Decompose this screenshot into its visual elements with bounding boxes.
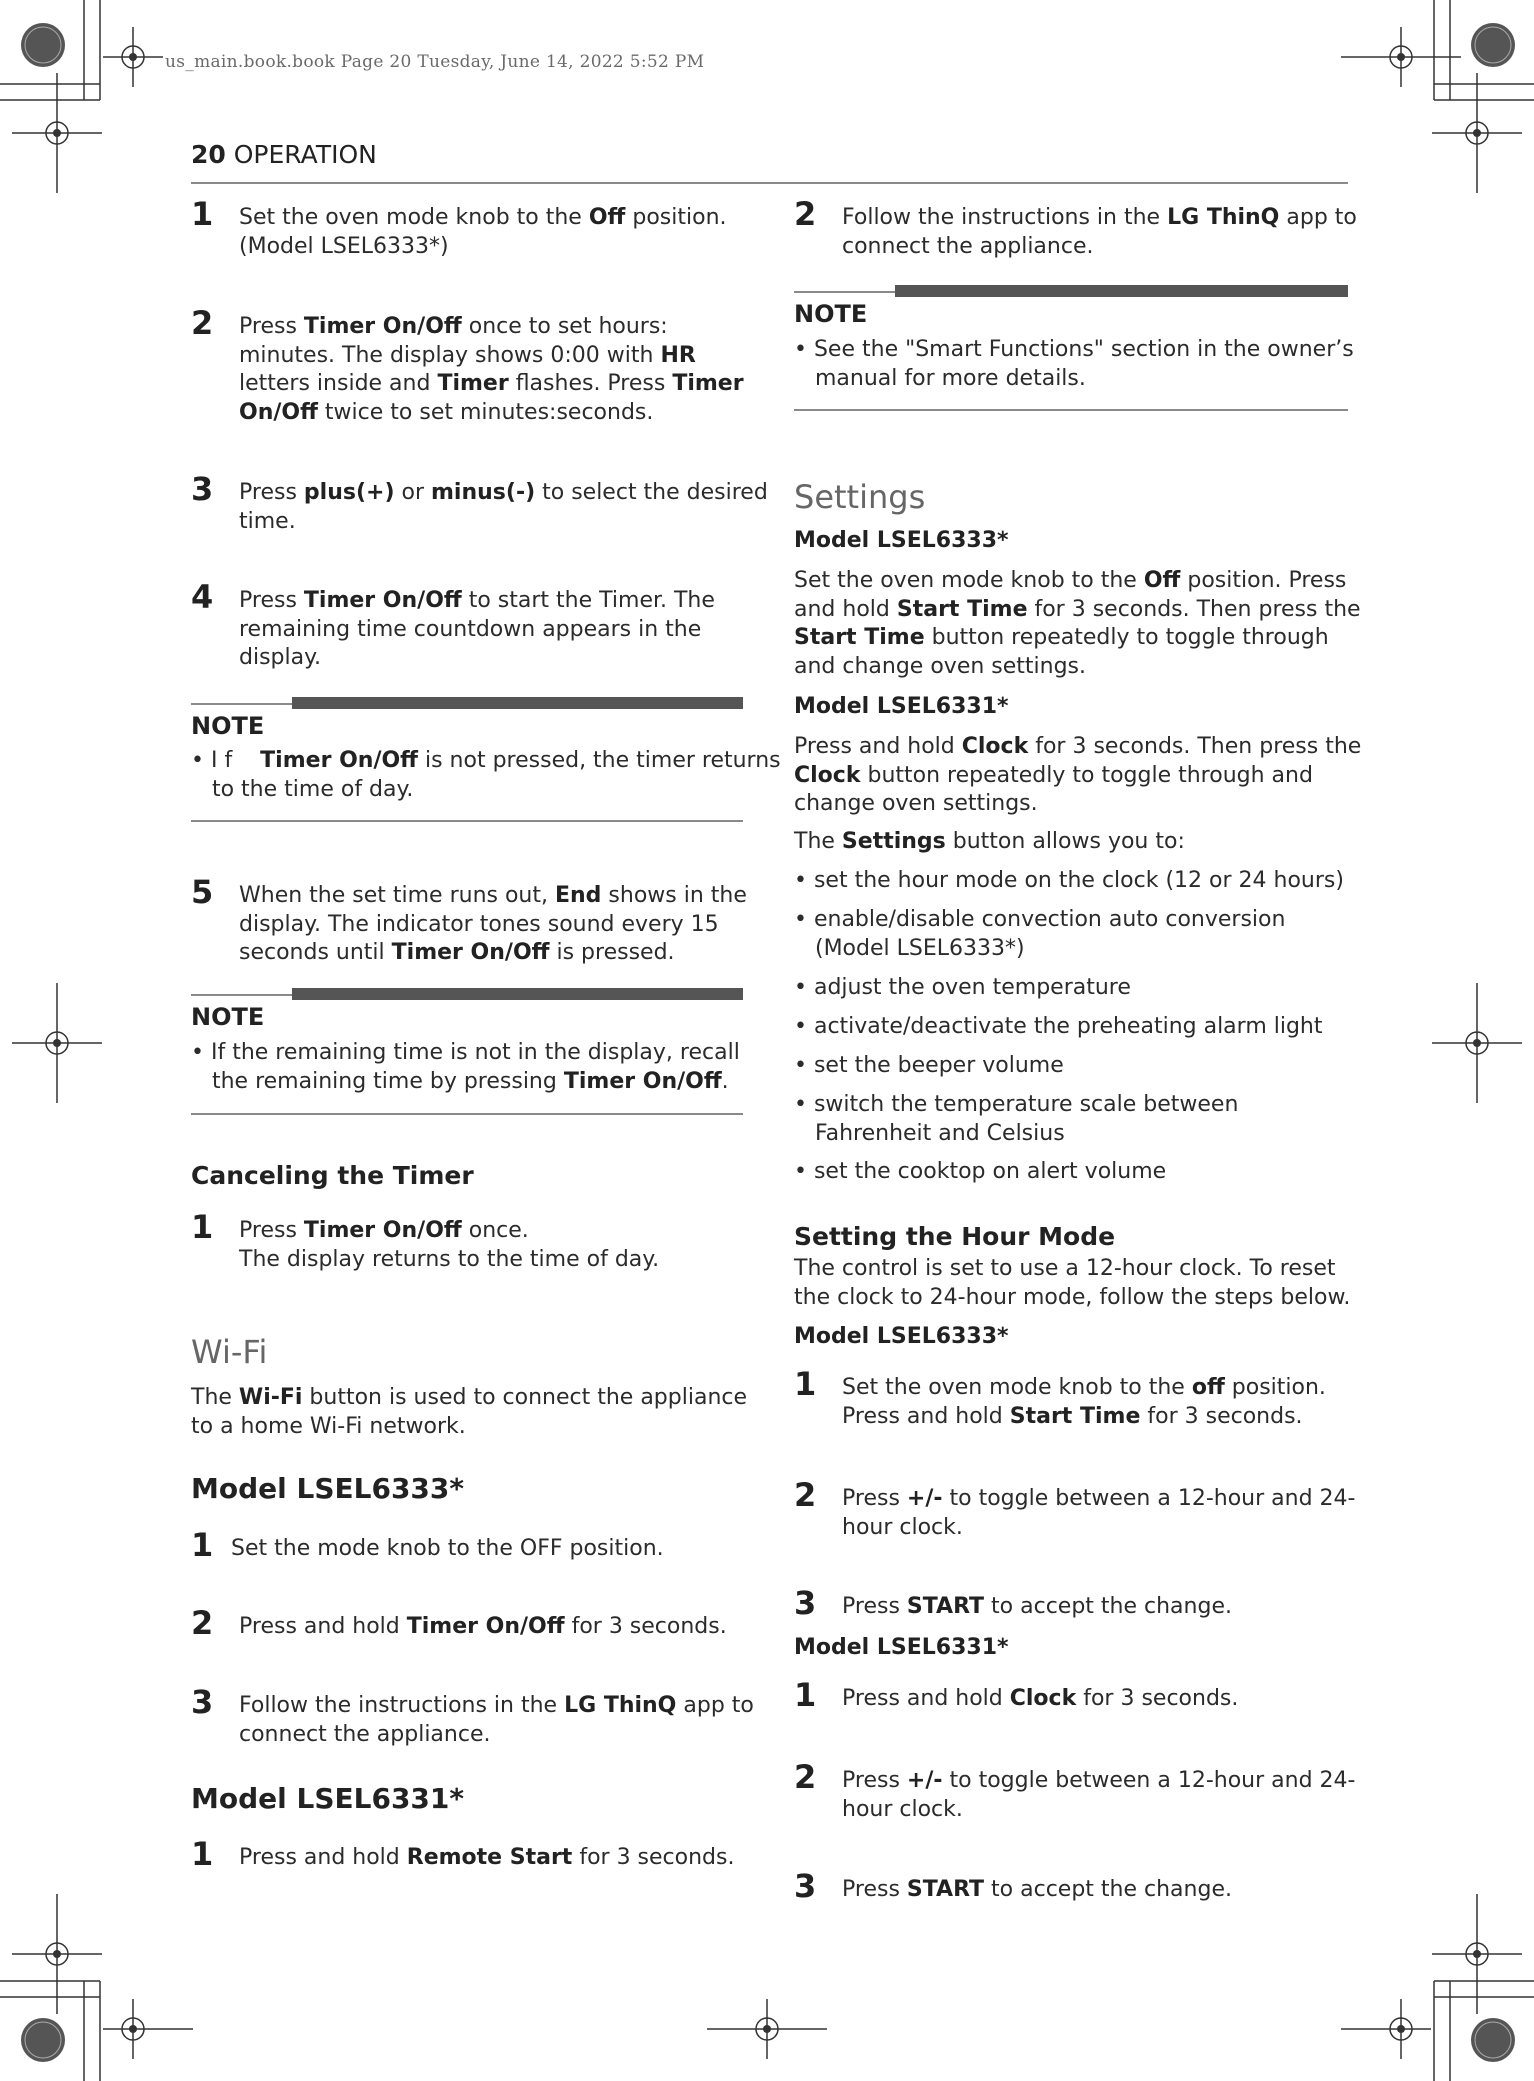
settings-bullet: • adjust the oven temperature (794, 975, 1131, 1000)
settings-heading: Settings (794, 478, 926, 516)
page-number: 20 (191, 140, 226, 169)
step-text: Follow the instructions in the LG ThinQ app to connect the appliance. (842, 205, 1357, 259)
wifi-intro: The Wi-Fi button is used to connect the appliance to a home Wi-Fi network. (191, 1385, 748, 1439)
settings-intro: The Settings button allows you to: (794, 829, 1185, 854)
step-text: Press Timer On/Off once to set hours: minutes. The display shows 0:00 with HR letters inside and Timer flashes. Press Timer On/Off twice to set minutes:seconds. (239, 314, 744, 425)
note-body: • If the remaining time is not in the display, recall the remaining time by pressing Timer On/Off. (191, 1040, 740, 1094)
canceling-timer-heading: Canceling the Timer (191, 1161, 474, 1190)
step-number: 1 (794, 1365, 817, 1403)
note-body: • I f Timer On/Off is not pressed, the timer returns to the time of day. (191, 748, 781, 802)
step-number: 3 (191, 470, 214, 508)
step-text: Press START to accept the change. (842, 1877, 1232, 1902)
step-number: 3 (191, 1683, 214, 1721)
model-lsel6331-heading: Model LSEL6331* (191, 1782, 465, 1815)
step-text: Press +/- to toggle between a 12-hour and 24- hour clock. (842, 1486, 1356, 1540)
settings-lsel6333-text: Set the oven mode knob to the Off position. Press and hold Start Time for 3 seconds. Then press the Start Time button repeatedly to toggle through and change oven settings. (794, 568, 1361, 679)
hour-model-lsel6331: Model LSEL6331* (794, 1635, 1009, 1660)
model-lsel6333-heading: Model LSEL6333* (191, 1472, 465, 1505)
step-number: 1 (191, 1208, 214, 1246)
step-text: Press and hold Timer On/Off for 3 seconds. (239, 1614, 727, 1639)
note-title: NOTE (191, 712, 265, 740)
hour-model-lsel6333: Model LSEL6333* (794, 1324, 1009, 1349)
settings-model-lsel6333: Model LSEL6333* (794, 528, 1009, 553)
settings-bullet: • set the cooktop on alert volume (794, 1159, 1167, 1184)
step-number: 4 (191, 578, 214, 616)
step-number: 3 (794, 1867, 817, 1905)
step-text: Press and hold Clock for 3 seconds. (842, 1686, 1239, 1711)
note-bottom-rule (794, 409, 1348, 411)
step-number: 2 (794, 195, 817, 233)
hour-mode-heading: Setting the Hour Mode (794, 1222, 1116, 1251)
step-number: 2 (191, 1604, 214, 1642)
note-body: • See the "Smart Functions" section in the owner’s manual for more details. (794, 337, 1354, 391)
settings-bullet: • enable/disable convection auto conversion (Model LSEL6333*) (794, 907, 1286, 961)
step-text: Press +/- to toggle between a 12-hour and 24- hour clock. (842, 1768, 1356, 1822)
note-title: NOTE (794, 300, 868, 328)
note-bar (292, 697, 743, 709)
step-text: Press plus(+) or minus(-) to select the desired time. (239, 480, 768, 534)
step-text: Press and hold Remote Start for 3 seconds. (239, 1845, 735, 1870)
settings-bullet: • activate/deactivate the preheating alarm light (794, 1014, 1323, 1039)
step-text: Set the oven mode knob to the off position. Press and hold Start Time for 3 seconds. (842, 1375, 1326, 1429)
settings-lsel6331-text: Press and hold Clock for 3 seconds. Then press the Clock button repeatedly to toggle through and change oven settings. (794, 734, 1362, 816)
note-bottom-rule (191, 1113, 743, 1115)
print-file-info: us_main.book.book Page 20 Tuesday, June 14, 2022 5:52 PM (165, 52, 705, 72)
note-bar (292, 988, 743, 1000)
step-text: Press Timer On/Off once. The display returns to the time of day. (239, 1218, 660, 1272)
header-divider (191, 182, 1348, 184)
page-title (191, 140, 377, 169)
settings-model-lsel6331: Model LSEL6331* (794, 694, 1009, 719)
step-number: 1 (794, 1676, 817, 1714)
hour-mode-intro: The control is set to use a 12-hour clock. To reset the clock to 24-hour mode, follow the steps below. (794, 1256, 1351, 1310)
wifi-heading: Wi-Fi (191, 1333, 268, 1371)
section-name: OPERATION (233, 140, 377, 169)
note-title: NOTE (191, 1003, 265, 1031)
step-number: 5 (191, 873, 214, 911)
step-text: Press START to accept the change. (842, 1594, 1232, 1619)
settings-bullet: • set the hour mode on the clock (12 or 24 hours) (794, 868, 1344, 893)
note-bottom-rule (191, 820, 743, 822)
step-text: Set the mode knob to the OFF position. (231, 1536, 664, 1561)
step-number: 1 (191, 1526, 214, 1564)
step-number: 2 (191, 304, 214, 342)
step-text: Press Timer On/Off to start the Timer. The remaining time countdown appears in the display. (239, 588, 715, 670)
step-number: 2 (794, 1476, 817, 1514)
step-text: Follow the instructions in the LG ThinQ app to connect the appliance. (239, 1693, 754, 1747)
step-text: When the set time runs out, End shows in the display. The indicator tones sound every 15 seconds until Timer On/Off is pressed. (239, 883, 747, 965)
step-number: 3 (794, 1584, 817, 1622)
step-number: 1 (191, 1835, 214, 1873)
settings-bullet: • set the beeper volume (794, 1053, 1064, 1078)
step-text: Set the oven mode knob to the Off position. (Model LSEL6333*) (239, 205, 727, 259)
step-number: 1 (191, 195, 214, 233)
settings-bullet: • switch the temperature scale between Fahrenheit and Celsius (794, 1092, 1239, 1146)
step-number: 2 (794, 1758, 817, 1796)
note-bar (895, 285, 1348, 297)
